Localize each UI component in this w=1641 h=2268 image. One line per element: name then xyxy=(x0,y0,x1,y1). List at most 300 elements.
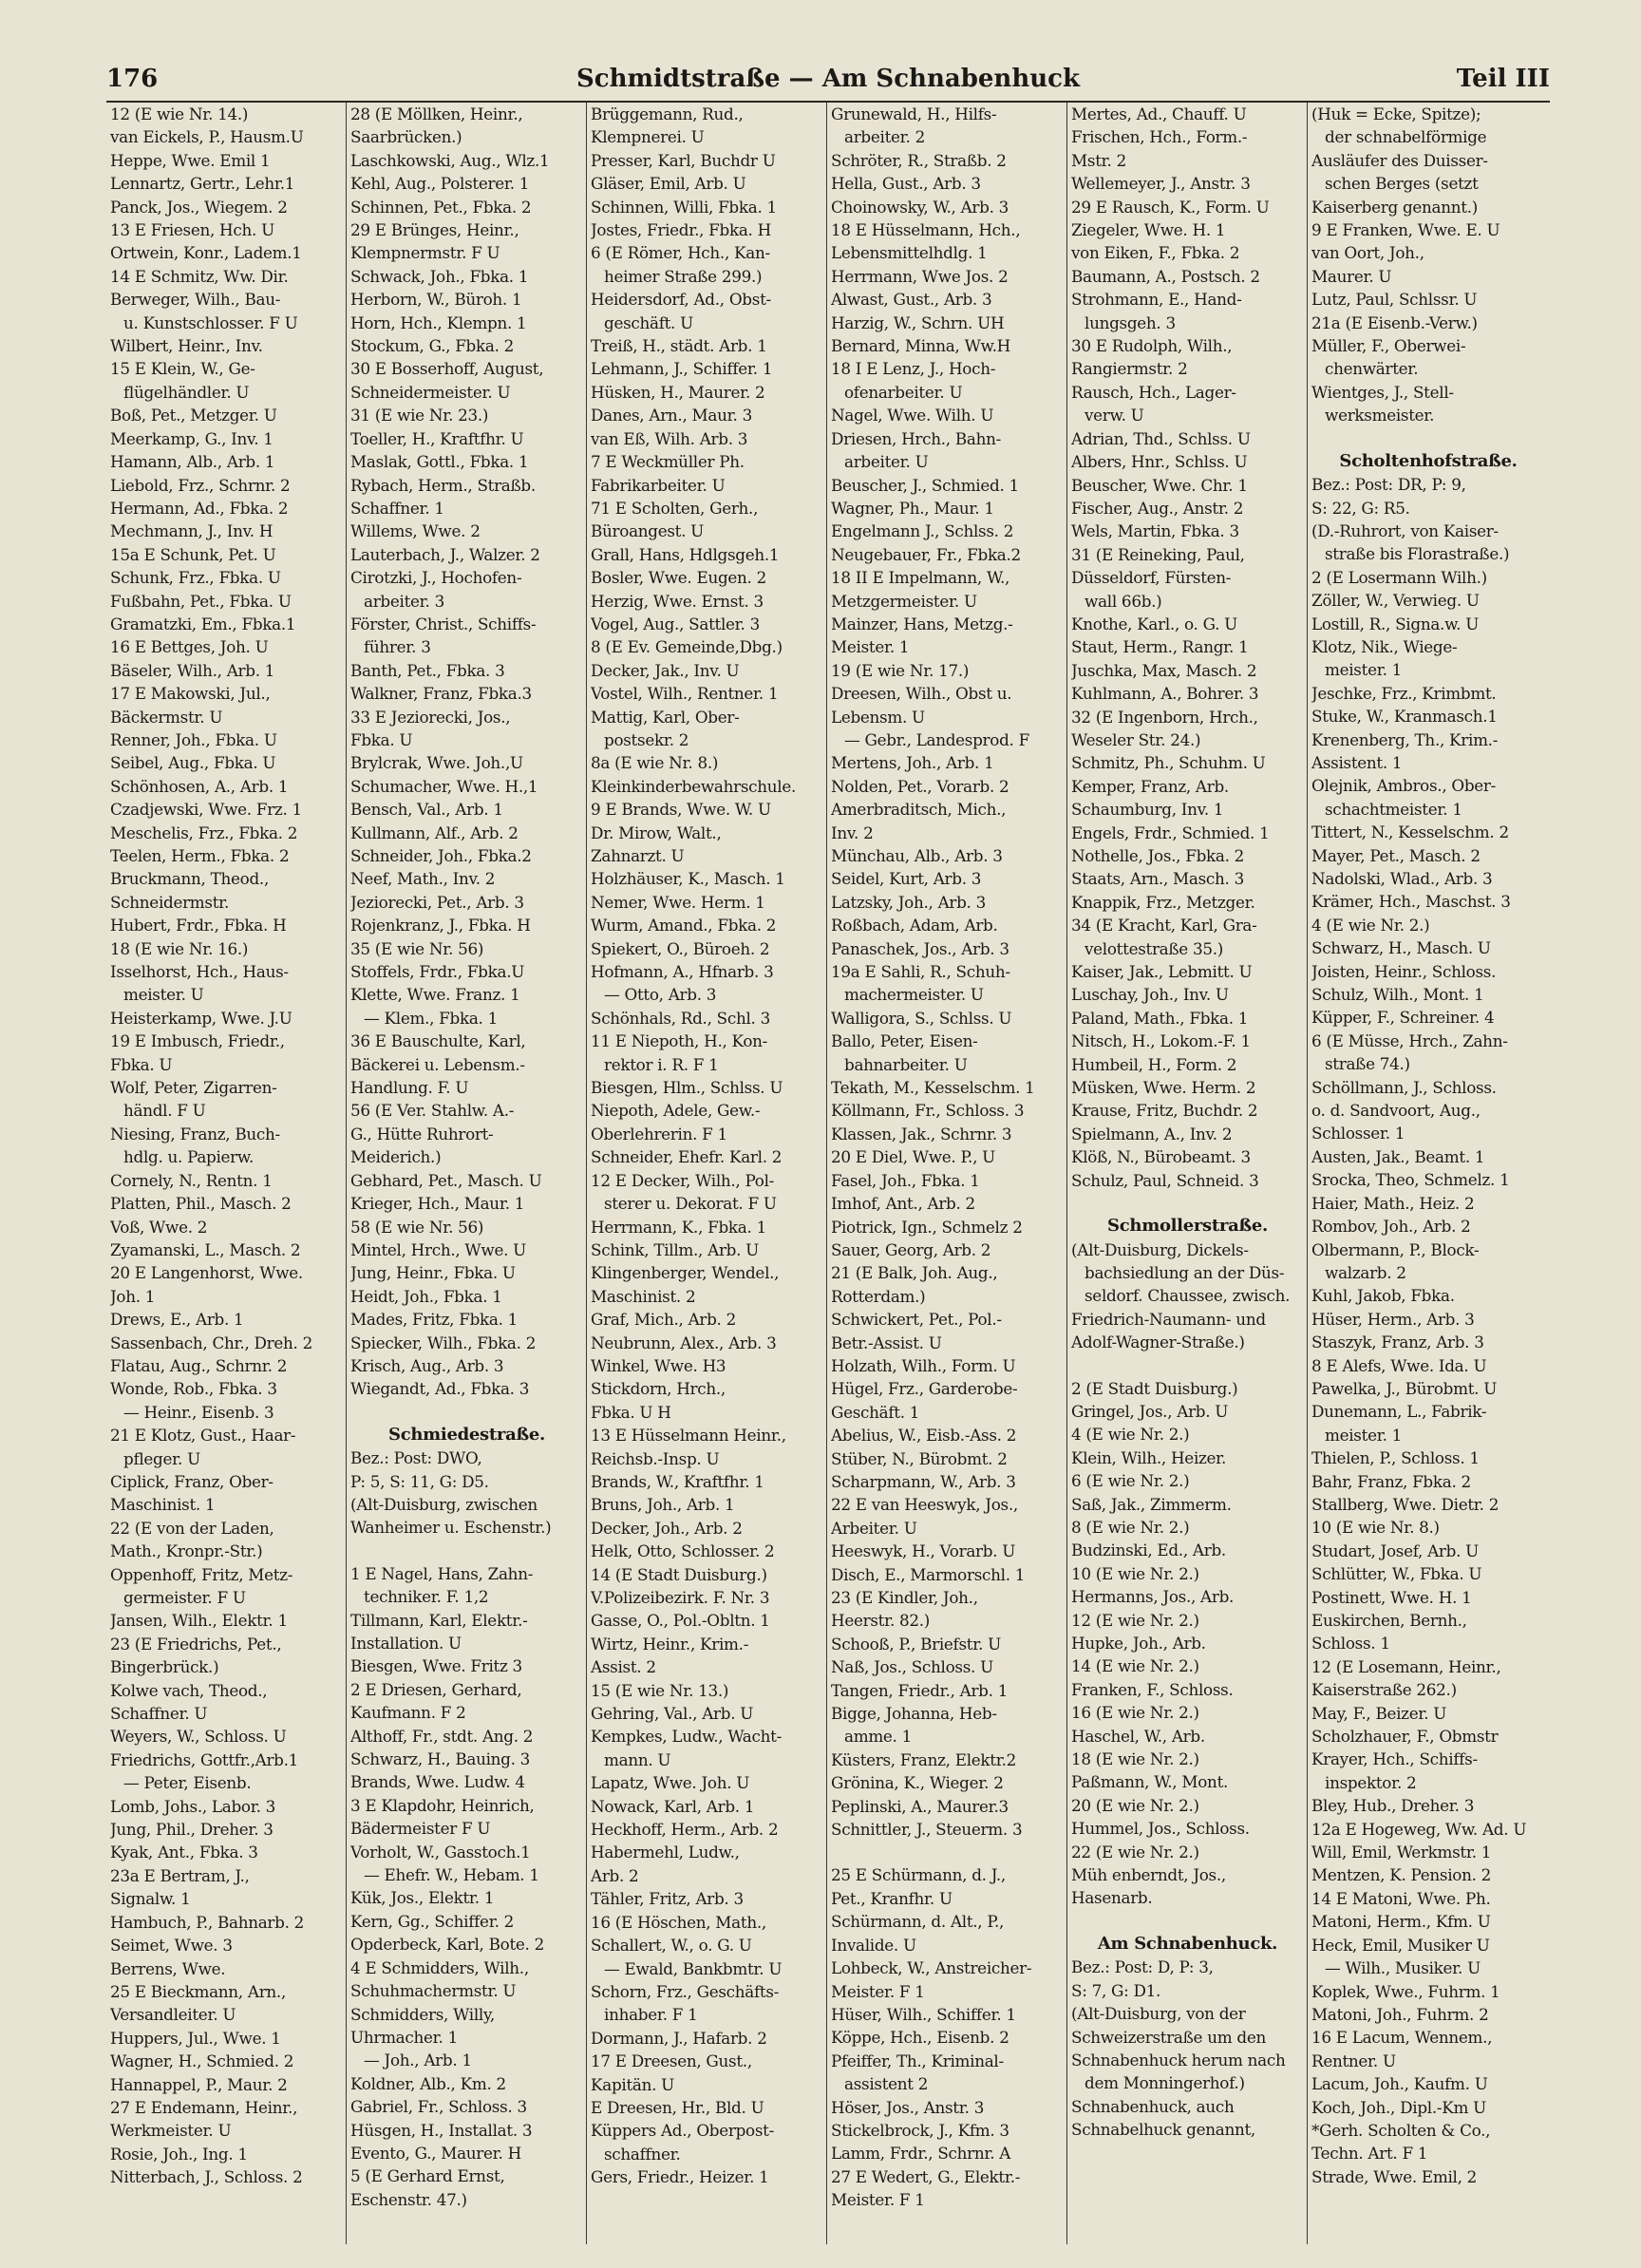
directory-entry: dem Monningerhof.) xyxy=(1085,2073,1245,2093)
directory-entry: Olbermann, P., Block- xyxy=(1311,1239,1480,1259)
directory-entry: Naß, Jos., Schloss. U xyxy=(831,1657,993,1677)
directory-entry: Assistent. 1 xyxy=(1311,752,1403,772)
directory-entry: Weseler Str. 24.) xyxy=(1071,729,1201,749)
directory-entry: Kuhlmann, A., Bohrer. 3 xyxy=(1071,684,1259,704)
directory-entry: 7 E Weckmüller Ph. xyxy=(591,452,745,472)
directory-entry: 27 E Wedert, G., Elektr.- xyxy=(831,2166,1021,2186)
directory-entry: 13 E Friesen, Hch. U xyxy=(110,220,274,240)
directory-entry: Klette, Wwe. Franz. 1 xyxy=(350,985,520,1005)
directory-entry: Peplinski, A., Maurer.3 xyxy=(831,1796,1009,1816)
directory-entry: Jostes, Friedr., Fbka. H xyxy=(591,220,771,240)
directory-entry: Decker, Joh., Arb. 2 xyxy=(591,1518,743,1538)
directory-entry: Panck, Jos., Wiegem. 2 xyxy=(110,197,288,217)
directory-entry: Schürmann, d. Alt., P., xyxy=(831,1912,1005,1932)
directory-entry: Meschelis, Frz., Fbka. 2 xyxy=(110,822,298,842)
directory-entry: pfleger. U xyxy=(123,1448,200,1468)
directory-entry: Evento, G., Maurer. H xyxy=(350,2143,521,2163)
directory-entry: Teelen, Herm., Fbka. 2 xyxy=(110,846,290,865)
directory-entry: Jansen, Wilh., Elektr. 1 xyxy=(110,1611,288,1631)
spacer xyxy=(1311,427,1545,450)
directory-entry: Lohbeck, W., Anstreicher- xyxy=(831,1958,1032,1978)
directory-entry: Heeswyk, H., Vorarb. U xyxy=(831,1541,1016,1561)
directory-entry: Euskirchen, Bernh., xyxy=(1311,1611,1467,1630)
directory-entry: Lutz, Paul, Schlssr. U xyxy=(1311,290,1478,310)
directory-entry: sterer u. Dekorat. F U xyxy=(604,1194,777,1214)
directory-entry: 20 E Diel, Wwe. P., U xyxy=(831,1147,996,1167)
directory-entry: Hupke, Joh., Arb. xyxy=(1071,1634,1206,1653)
directory-entry: 31 (E Reineking, Paul, xyxy=(1071,544,1245,564)
directory-entry: van Oort, Joh., xyxy=(1311,243,1424,263)
directory-entry: Lostill, R., Signa.w. U xyxy=(1311,614,1480,633)
directory-entry: Kaiserberg genannt.) xyxy=(1311,197,1478,217)
directory-entry: Matoni, Herm., Kfm. U xyxy=(1311,1912,1491,1932)
directory-entry: Staats, Arn., Masch. 3 xyxy=(1071,869,1244,889)
directory-entry: Presser, Karl, Buchdr U xyxy=(591,150,776,170)
street-heading: Scholtenhofstraße. xyxy=(1339,450,1518,471)
directory-entry: wall 66b.) xyxy=(1085,591,1162,611)
directory-entry: Ausläufer des Duisser- xyxy=(1311,150,1488,170)
directory-entry: Hüsken, H., Maurer. 2 xyxy=(591,382,765,402)
directory-entry: Maschinist. 1 xyxy=(110,1495,216,1515)
directory-entry: geschäft. U xyxy=(604,312,693,332)
directory-entry: Meister. F 1 xyxy=(831,1981,925,2001)
directory-entry: Hüser, Wilh., Schiffer. 1 xyxy=(831,2004,1016,2024)
directory-entry: Nothelle, Jos., Fbka. 2 xyxy=(1071,846,1245,865)
directory-entry: Signalw. 1 xyxy=(110,1889,191,1909)
directory-entry: Krause, Fritz, Buchdr. 2 xyxy=(1071,1101,1258,1121)
directory-entry: Schwarz, H., Masch. U xyxy=(1311,938,1491,958)
directory-entry: Beuscher, Wwe. Chr. 1 xyxy=(1071,475,1248,495)
directory-entry: — Joh., Arb. 1 xyxy=(364,2051,472,2070)
directory-entry: van Eickels, P., Hausm.U xyxy=(110,127,304,147)
directory-entry: Dreesen, Wilh., Obst u. xyxy=(831,684,1012,704)
directory-entry: Krieger, Hch., Maur. 1 xyxy=(350,1194,525,1214)
directory-entry: 6 (E Müsse, Hrch., Zahn- xyxy=(1311,1030,1508,1050)
directory-entry: Dormann, J., Hafarb. 2 xyxy=(591,2028,767,2048)
directory-entry: 8 (E wie Nr. 2.) xyxy=(1071,1517,1190,1537)
directory-entry: Lomb, Johs., Labor. 3 xyxy=(110,1796,276,1816)
directory-entry: chenwärter. xyxy=(1325,359,1419,379)
directory-entry: Schröter, R., Straßb. 2 xyxy=(831,150,1007,170)
directory-entry: Heck, Emil, Musiker U xyxy=(1311,1935,1490,1955)
directory-entry: Staut, Herm., Rangr. 1 xyxy=(1071,637,1249,657)
directory-entry: Herborn, W., Büroh. 1 xyxy=(350,290,522,310)
directory-entry: Tillmann, Karl, Elektr.- xyxy=(350,1610,528,1630)
directory-entry: Niesing, Franz, Buch- xyxy=(110,1124,280,1143)
spacer xyxy=(350,1540,583,1562)
directory-entry: Ziegeler, Wwe. H. 1 xyxy=(1071,220,1226,240)
directory-entry: Danes, Arn., Maur. 3 xyxy=(591,406,752,425)
page-header xyxy=(106,59,1550,103)
directory-entry: Nadolski, Wlad., Arb. 3 xyxy=(1311,869,1493,888)
directory-entry: Pet., Kranfhr. U xyxy=(831,1888,953,1908)
directory-entry: Hamann, Alb., Arb. 1 xyxy=(110,452,275,472)
directory-entry: 23a E Bertram, J., xyxy=(110,1865,250,1885)
directory-entry: verw. U xyxy=(1085,406,1144,425)
directory-entry: Gers, Friedr., Heizer. 1 xyxy=(591,2167,769,2187)
directory-entry: (Alt-Duisburg, von der xyxy=(1071,2004,1246,2024)
directory-entry: Wurm, Amand., Fbka. 2 xyxy=(591,916,777,936)
directory-entry: 12 (E wie Nr. 14.) xyxy=(110,104,249,123)
directory-entry: Strade, Wwe. Emil, 2 xyxy=(1311,2166,1478,2186)
directory-entry: Hügel, Frz., Garderobe- xyxy=(831,1379,1018,1399)
directory-entry: Gasse, O., Pol.-Obltn. 1 xyxy=(591,1611,770,1631)
directory-entry: 4 (E wie Nr. 2.) xyxy=(1311,915,1430,935)
directory-entry: 29 E Rausch, K., Form. U xyxy=(1071,197,1270,217)
directory-entry: Schneidermeister. U xyxy=(350,382,511,402)
directory-entry: Grall, Hans, Hdlgsgeh.1 xyxy=(591,544,780,564)
directory-entry: Engels, Frdr., Schmied. 1 xyxy=(1071,822,1270,842)
directory-entry: Bäseler, Wilh., Arb. 1 xyxy=(110,660,275,680)
directory-entry: arbeiter. 2 xyxy=(844,127,925,147)
directory-entry: Schulz, Wilh., Mont. 1 xyxy=(1311,985,1484,1005)
directory-entry: Althoff, Fr., stdt. Ang. 2 xyxy=(350,1726,534,1746)
directory-entry: Austen, Jak., Beamt. 1 xyxy=(1311,1146,1485,1166)
directory-entry: assistent 2 xyxy=(844,2074,929,2094)
directory-entry: 19a E Sahli, R., Schuh- xyxy=(831,962,1010,982)
directory-entry: Harzig, W., Schrn. UH xyxy=(831,312,1005,332)
column-3 xyxy=(587,103,827,2244)
directory-entry: Kaufmann. F 2 xyxy=(350,1703,466,1723)
directory-entry: 20 E Langenhorst, Wwe. xyxy=(110,1263,303,1283)
directory-entry: — Klem., Fbka. 1 xyxy=(364,1008,498,1028)
directory-entry: Dr. Mirow, Walt., xyxy=(591,822,722,842)
directory-entry: Walligora, S., Schlss. U xyxy=(831,1008,1012,1028)
directory-entry: Rosie, Joh., Ing. 1 xyxy=(110,2144,248,2164)
directory-entry: Wanheimer u. Eschenstr.) xyxy=(350,1518,552,1538)
directory-entry: Mstr. 2 xyxy=(1071,150,1126,170)
directory-entry: Uhrmacher. 1 xyxy=(350,2027,458,2047)
directory-entry: 19 (E wie Nr. 17.) xyxy=(831,660,970,680)
directory-entry: 18 E Hüsselmann, Hch., xyxy=(831,220,1021,240)
directory-entry: Wagner, Ph., Maur. 1 xyxy=(831,498,994,518)
directory-entry: Horn, Hch., Klempn. 1 xyxy=(350,312,527,332)
directory-entry: 18 II E Impelmann, W., xyxy=(831,568,1010,588)
directory-entry: Krenenberg, Th., Krim.- xyxy=(1311,729,1499,749)
directory-entry: Schulz, Paul, Schneid. 3 xyxy=(1071,1170,1259,1190)
directory-entry: Herrmann, Wwe Jos. 2 xyxy=(831,266,1009,286)
directory-entry: Bernard, Minna, Ww.H xyxy=(831,336,1010,356)
directory-entry: Schnittler, J., Steuerm. 3 xyxy=(831,1820,1023,1840)
directory-entry: Platten, Phil., Masch. 2 xyxy=(110,1194,292,1214)
directory-entry: S: 22, G: R5. xyxy=(1311,498,1410,518)
directory-entry: Kehl, Aug., Polsterer. 1 xyxy=(350,174,530,194)
directory-entry: Koldner, Alb., Km. 2 xyxy=(350,2073,506,2093)
directory-entry: (Alt-Duisburg, zwischen xyxy=(350,1494,538,1514)
directory-entry: Brands, W., Kraftfhr. 1 xyxy=(591,1471,764,1491)
directory-entry: Joisten, Heinr., Schloss. xyxy=(1311,961,1497,981)
street-heading: Am Schnabenhuck. xyxy=(1097,1933,1278,1954)
directory-entry: Panaschek, Jos., Arb. 3 xyxy=(831,938,1009,958)
directory-entry: 16 (E Höschen, Math., xyxy=(591,1912,766,1932)
directory-entry: Wirtz, Heinr., Krim.- xyxy=(591,1634,749,1654)
directory-entry: Budzinski, Ed., Arb. xyxy=(1071,1540,1226,1560)
directory-entry: inhaber. F 1 xyxy=(604,2005,698,2025)
directory-entry: Amerbraditsch, Mich., xyxy=(831,800,1007,820)
directory-entry: flügelhändler. U xyxy=(123,382,250,402)
directory-entry: — Otto, Arb. 3 xyxy=(604,985,717,1005)
directory-entry: Küsters, Franz, Elektr.2 xyxy=(831,1749,1017,1769)
directory-entry: 12 (E Losemann, Heinr., xyxy=(1311,1656,1501,1676)
directory-entry: Gringel, Jos., Arb. U xyxy=(1071,1401,1229,1421)
directory-entry: 6 (E Römer, Hch., Kan- xyxy=(591,243,770,263)
directory-entry: Kempkes, Ludw., Wacht- xyxy=(591,1727,782,1747)
directory-entry: Saß, Jak., Zimmerm. xyxy=(1071,1494,1232,1514)
directory-entry: Bez.: Post: D, P: 3, xyxy=(1071,1957,1214,1977)
directory-entry: Klassen, Jak., Schrnr. 3 xyxy=(831,1124,1012,1143)
directory-entry: Schönhals, Rd., Schl. 3 xyxy=(591,1008,770,1028)
directory-entry: Alwast, Gust., Arb. 3 xyxy=(831,290,992,310)
directory-entry: 31 (E wie Nr. 23.) xyxy=(350,406,489,425)
directory-entry: 16 (E wie Nr. 2.) xyxy=(1071,1703,1199,1723)
part-label: Teil III xyxy=(1456,65,1550,93)
directory-entry: Nitsch, H., Lokom.-F. 1 xyxy=(1071,1031,1251,1051)
directory-entry: Wolf, Peter, Zigarren- xyxy=(110,1078,277,1098)
directory-entry: Huppers, Jul., Wwe. 1 xyxy=(110,2028,281,2048)
directory-entry: Bruckmann, Theod., xyxy=(110,869,269,889)
directory-entry: Ortwein, Konr., Ladem.1 xyxy=(110,243,302,263)
directory-entry: Kolwe vach, Theod., xyxy=(110,1680,268,1700)
directory-entry: Friedrich-Naumann- und xyxy=(1071,1309,1266,1329)
directory-entry: Staszyk, Franz, Arb. 3 xyxy=(1311,1332,1484,1352)
directory-entry: Roßbach, Adam, Arb. xyxy=(831,916,998,936)
directory-entry: 27 E Endemann, Heinr., xyxy=(110,2097,298,2117)
directory-entry: Gebhard, Pet., Masch. U xyxy=(350,1170,542,1190)
directory-entry: Paßmann, W., Mont. xyxy=(1071,1772,1229,1792)
directory-entry: Münchau, Alb., Arb. 3 xyxy=(831,846,1003,865)
directory-entry: Voß, Wwe. 2 xyxy=(110,1217,208,1237)
directory-entry: Köllmann, Fr., Schloss. 3 xyxy=(831,1101,1025,1121)
directory-entry: Bahr, Franz, Fbka. 2 xyxy=(1311,1471,1471,1491)
directory-entry: schachtmeister. 1 xyxy=(1325,799,1462,819)
directory-entry: 32 (E Ingenborn, Hrch., xyxy=(1071,707,1258,727)
directory-entry: Koch, Joh., Dipl.-Km U xyxy=(1311,2097,1486,2117)
directory-entry: Nemer, Wwe. Herm. 1 xyxy=(591,892,765,912)
directory-entry: Maurer. U xyxy=(1311,266,1392,286)
directory-entry: 18 (E wie Nr. 16.) xyxy=(110,938,249,958)
directory-entry: Driesen, Hrch., Bahn- xyxy=(831,428,1001,448)
directory-entry: Matoni, Joh., Fuhrm. 2 xyxy=(1311,2004,1489,2024)
directory-entry: Heisterkamp, Wwe. J.U xyxy=(110,1008,292,1028)
directory-entry: 35 (E wie Nr. 56) xyxy=(350,938,484,958)
directory-entry: Zöller, W., Verwieg. U xyxy=(1311,591,1480,611)
directory-entry: Schlütter, W., Fbka. U xyxy=(1311,1564,1482,1584)
directory-entry: Rybach, Herm., Straßb. xyxy=(350,475,536,495)
street-heading: Schmollerstraße. xyxy=(1107,1216,1268,1237)
directory-entry: Arb. 2 xyxy=(591,1865,639,1885)
directory-entry: Lebensm. U xyxy=(831,707,925,727)
directory-entry: Heckhoff, Herm., Arb. 2 xyxy=(591,1820,779,1840)
directory-entry: — Ehefr. W., Hebam. 1 xyxy=(364,1865,539,1885)
directory-entry: Neugebauer, Fr., Fbka.2 xyxy=(831,544,1021,564)
directory-entry: Beuscher, J., Schmied. 1 xyxy=(831,475,1019,495)
directory-entry: Schnabelhuck genannt, xyxy=(1071,2120,1255,2140)
directory-entry: Wagner, H., Schmied. 2 xyxy=(110,2051,294,2071)
page-title: Schmidtstraße — Am Schnabenhuck xyxy=(576,65,1080,93)
directory-entry: Mades, Fritz, Fbka. 1 xyxy=(350,1310,519,1330)
directory-entry: Luschay, Joh., Inv. U xyxy=(1071,985,1229,1005)
directory-entry: Piotrick, Ign., Schmelz 2 xyxy=(831,1217,1023,1237)
directory-entry: Baumann, A., Postsch. 2 xyxy=(1071,266,1260,286)
columns-container xyxy=(106,103,1550,2244)
directory-entry: Arbeiter. U xyxy=(831,1518,917,1538)
directory-entry: Krayer, Hch., Schiffs- xyxy=(1311,1749,1478,1769)
directory-entry: Meister. F 1 xyxy=(831,2190,925,2210)
directory-entry: Dunemann, L., Fabrik- xyxy=(1311,1402,1487,1422)
directory-entry: — Peter, Eisenb. xyxy=(123,1773,252,1793)
directory-entry: Meerkamp, G., Inv. 1 xyxy=(110,428,274,448)
directory-entry: Bosler, Wwe. Eugen. 2 xyxy=(591,568,766,588)
directory-entry: Schorn, Frz., Geschäfts- xyxy=(591,1981,780,2001)
directory-entry: Fbka. U xyxy=(350,729,413,749)
directory-entry: 33 E Jeziorecki, Jos., xyxy=(350,707,511,727)
directory-entry: Lapatz, Wwe. Joh. U xyxy=(591,1773,750,1793)
directory-entry: Cornely, N., Rentn. 1 xyxy=(110,1170,273,1190)
directory-entry: 14 E Schmitz, Ww. Dir. xyxy=(110,266,289,286)
directory-entry: Vostel, Wilh., Rentner. 1 xyxy=(591,684,779,704)
directory-entry: Förster, Christ., Schiffs- xyxy=(350,614,537,633)
column-5 xyxy=(1067,103,1308,2244)
directory-entry: Kapitän. U xyxy=(591,2074,675,2094)
directory-entry: Rotterdam.) xyxy=(831,1286,926,1306)
directory-entry: Schunk, Frz., Fbka. U xyxy=(110,568,281,588)
directory-entry: Schnabenhuck, auch xyxy=(1071,2096,1235,2116)
directory-entry: Müh enberndt, Jos., xyxy=(1071,1865,1226,1885)
directory-entry: von Eiken, F., Fbka. 2 xyxy=(1071,243,1240,263)
directory-entry: Schloss. 1 xyxy=(1311,1634,1390,1654)
directory-entry: Maslak, Gottl., Fbka. 1 xyxy=(350,452,529,472)
directory-entry: 21a (E Eisenb.-Verw.) xyxy=(1311,312,1478,332)
directory-entry: Vorholt, W., Gasstoch.1 xyxy=(350,1842,531,1862)
directory-entry: Bädermeister F U xyxy=(350,1819,491,1839)
directory-entry: Seibel, Aug., Fbka. U xyxy=(110,753,276,773)
directory-entry: straße bis Florastraße.) xyxy=(1325,544,1510,564)
directory-entry: 8 (E Ev. Gemeinde,Dbg.) xyxy=(591,637,783,657)
directory-entry: Stickdorn, Hrch., xyxy=(591,1379,726,1399)
directory-entry: Wellemeyer, J., Anstr. 3 xyxy=(1071,174,1251,194)
directory-entry: Klempnermstr. F U xyxy=(350,243,500,263)
directory-entry: 6 (E wie Nr. 2.) xyxy=(1071,1471,1190,1491)
directory-entry: 21 E Klotz, Gust., Haar- xyxy=(110,1426,296,1446)
directory-entry: Math., Kronpr.-Str.) xyxy=(110,1541,263,1561)
directory-entry: postsekr. 2 xyxy=(604,729,689,749)
directory-entry: 15 E Klein, W., Ge- xyxy=(110,359,255,379)
directory-entry: heimer Straße 299.) xyxy=(604,266,763,286)
directory-entry: Hella, Gust., Arb. 3 xyxy=(831,174,981,194)
directory-entry: Fbka. U xyxy=(110,1054,173,1074)
directory-entry: Mattig, Karl, Ober- xyxy=(591,707,740,727)
directory-entry: Olejnik, Ambros., Ober- xyxy=(1311,776,1497,796)
directory-entry: Spiekert, O., Büroeh. 2 xyxy=(591,938,770,958)
directory-entry: May, F., Beizer. U xyxy=(1311,1703,1447,1723)
directory-entry: Stickelbrock, J., Kfm. 3 xyxy=(831,2120,1009,2140)
directory-entry: Schooß, P., Briefstr. U xyxy=(831,1634,1001,1654)
directory-entry: Lauterbach, J., Walzer. 2 xyxy=(350,544,540,564)
directory-entry: mann. U xyxy=(604,1749,671,1769)
directory-entry: Frischen, Hch., Form.- xyxy=(1071,127,1248,147)
directory-entry: Schwack, Joh., Fbka. 1 xyxy=(350,266,529,286)
directory-entry: Spielmann, A., Inv. 2 xyxy=(1071,1124,1233,1143)
directory-entry: Helk, Otto, Schlosser. 2 xyxy=(591,1541,775,1561)
directory-entry: Metzgermeister. U xyxy=(831,591,977,611)
directory-entry: Latzsky, Joh., Arb. 3 xyxy=(831,892,987,912)
directory-entry: Holzhäuser, K., Masch. 1 xyxy=(591,869,785,889)
directory-entry: Biesgen, Wwe. Fritz 3 xyxy=(350,1656,522,1676)
directory-entry: Schwarz, H., Bauing. 3 xyxy=(350,1749,531,1769)
directory-entry: Fasel, Joh., Fbka. 1 xyxy=(831,1170,980,1190)
directory-entry: Brüggemann, Rud., xyxy=(591,104,744,123)
directory-entry: 15a E Schunk, Pet. U xyxy=(110,544,276,564)
directory-entry: Bez.: Post: DR, P: 9, xyxy=(1311,475,1466,495)
directory-entry: rektor i. R. F 1 xyxy=(604,1054,719,1074)
directory-entry: meister. 1 xyxy=(1325,660,1403,680)
directory-entry: werksmeister. xyxy=(1325,406,1435,425)
directory-entry: Tekath, M., Kesselschm. 1 xyxy=(831,1078,1035,1098)
directory-entry: Schnabenhuck herum nach xyxy=(1071,2050,1286,2070)
directory-entry: walzarb. 2 xyxy=(1325,1262,1406,1282)
directory-entry: Studart, Josef, Arb. U xyxy=(1311,1540,1479,1560)
directory-entry: 2 (E Stadt Duisburg.) xyxy=(1071,1378,1238,1398)
directory-entry: schen Berges (setzt xyxy=(1325,174,1479,194)
directory-entry: machermeister. U xyxy=(844,985,984,1005)
directory-entry: arbeiter. 3 xyxy=(364,591,444,611)
directory-entry: Juschka, Max, Masch. 2 xyxy=(1071,660,1257,680)
directory-entry: 10 (E wie Nr. 2.) xyxy=(1071,1563,1199,1583)
directory-entry: (Alt-Duisburg, Dickels- xyxy=(1071,1239,1249,1259)
directory-entry: Isselhorst, Hch., Haus- xyxy=(110,962,289,982)
street-heading: Schmiedestraße. xyxy=(388,1424,545,1445)
directory-entry: Krisch, Aug., Arb. 3 xyxy=(350,1355,504,1375)
directory-entry: Lamm, Frdr., Schrnr. A xyxy=(831,2144,1011,2164)
directory-entry: 56 (E Ver. Stahlw. A.- xyxy=(350,1101,515,1121)
directory-entry: Lennartz, Gertr., Lehr.1 xyxy=(110,174,295,194)
directory-entry: 17 E Dreesen, Gust., xyxy=(591,2051,752,2071)
directory-entry: Wilbert, Heinr., Inv. xyxy=(110,336,263,356)
directory-entry: Hummel, Jos., Schloss. xyxy=(1071,1819,1250,1839)
directory-entry: Mertens, Joh., Arb. 1 xyxy=(831,753,994,773)
directory-entry: Biesgen, Hlm., Schlss. U xyxy=(591,1078,783,1098)
directory-entry: Schaumburg, Inv. 1 xyxy=(1071,800,1224,820)
directory-entry: Banth, Pet., Fbka. 3 xyxy=(350,660,505,680)
directory-entry: Maschinist. 2 xyxy=(591,1286,696,1306)
directory-entry: 8a (E wie Nr. 8.) xyxy=(591,753,719,773)
directory-entry: Friedrichs, Gottfr.,Arb.1 xyxy=(110,1749,299,1769)
spacer xyxy=(1071,1192,1304,1215)
directory-entry: Techn. Art. F 1 xyxy=(1311,2144,1428,2164)
directory-entry: 19 E Imbusch, Friedr., xyxy=(110,1031,285,1051)
directory-entry: amme. 1 xyxy=(844,1727,913,1747)
directory-entry: Schaffner. U xyxy=(110,1704,208,1724)
directory-entry: — Gebr., Landesprod. F xyxy=(844,729,1029,749)
directory-entry: Albers, Hnr., Schlss. U xyxy=(1071,452,1248,472)
directory-entry: 12 (E wie Nr. 2.) xyxy=(1071,1610,1199,1630)
directory-entry: Treiß, H., städt. Arb. 1 xyxy=(591,336,767,356)
directory-entry: 2 (E Losermann Wilh.) xyxy=(1311,567,1487,587)
directory-entry: 14 E Matoni, Wwe. Ph. xyxy=(1311,1888,1491,1908)
directory-entry: P: 5, S: 11, G: D5. xyxy=(350,1471,489,1491)
directory-entry: Reichsb.-Insp. U xyxy=(591,1448,720,1468)
directory-entry: Bensch, Val., Arb. 1 xyxy=(350,800,503,820)
directory-entry: Assist. 2 xyxy=(591,1657,656,1677)
directory-entry: Will, Emil, Werkmstr. 1 xyxy=(1311,1843,1492,1862)
directory-entry: G., Hütte Ruhrort- xyxy=(350,1124,494,1143)
directory-entry: 30 E Bosserhoff, August, xyxy=(350,359,544,379)
directory-entry: 18 I E Lenz, J., Hoch- xyxy=(831,359,996,379)
directory-entry: Bigge, Johanna, Heb- xyxy=(831,1704,997,1724)
directory-entry: straße 74.) xyxy=(1325,1054,1410,1074)
directory-entry: Spiecker, Wilh., Fbka. 2 xyxy=(350,1332,537,1352)
directory-entry: Tähler, Fritz, Arb. 3 xyxy=(591,1889,744,1909)
